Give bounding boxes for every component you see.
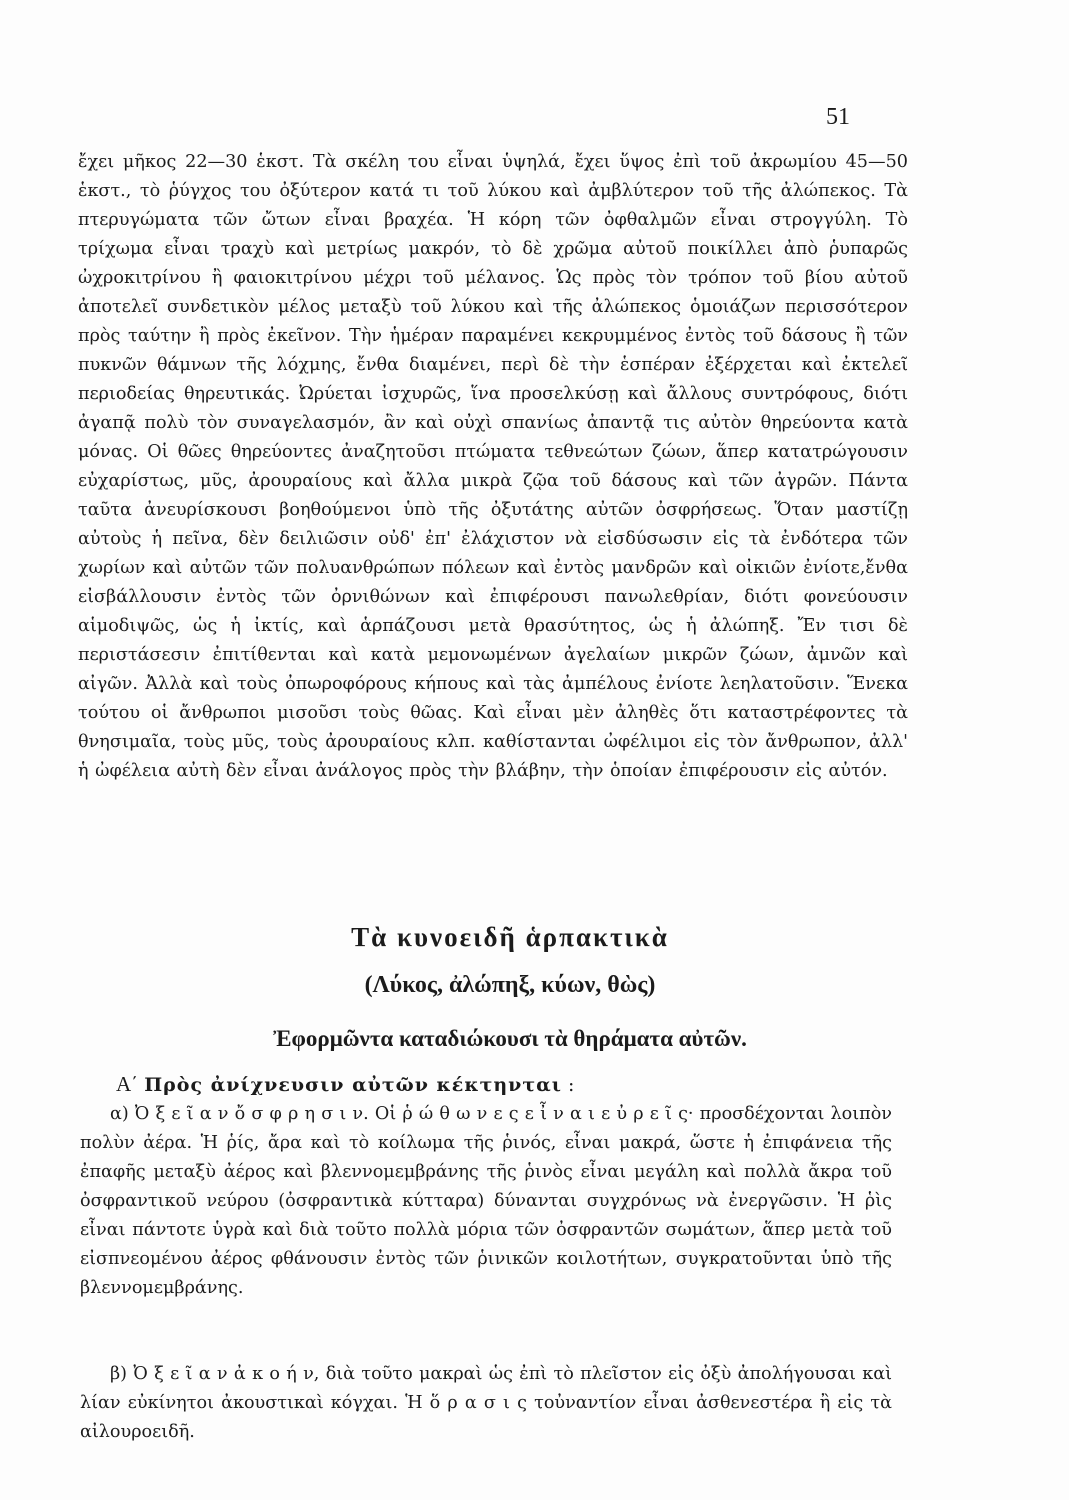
body-paragraph: ἔχει μῆκος 22—30 ἑκστ. Τὰ σκέλη του εἶναι ὑψηλά, ἔχει ὕψος ἐπὶ τοῦ ἀκρωμίου 45—50 ἑκστ., τὸ ῥύγχος του ὀξύτερον κατά τι τοῦ λύκου καὶ ἀμβλύτερον τοῦ τῆς ἀλώπεκος. Τὰ πτερυγώματα τῶν ὤτων εἶναι βραχέα. Ἡ κόρη τῶν ὀφθαλμῶν εἶναι στρογγύλη. Τὸ τρίχωμα εἶναι τραχὺ καὶ μετρίως μακρόν, τὸ δὲ χρῶμα αὐτοῦ ποικίλλει ἀπὸ ῥυπαρῶς ὠχροκιτρίνου ἢ φαιοκιτρίνου μέχρι τοῦ μέλανος. Ὡς πρὸς τὸν τρόπον τοῦ βίου αὐτοῦ ἀποτελεῖ συνδετικὸν μέλος μεταξὺ τοῦ λύκου καὶ τῆς ἀλώπεκος ὁμοιάζων περισσότερον πρὸς ταύτην ἢ πρὸς ἐκεῖνον. Τὴν ἡμέραν παραμένει κεκρυμμένος ἐντὸς τοῦ δάσους ἢ τῶν πυκνῶν θάμνων τῆς λόχμης, ἔνθα διαμένει, περὶ δὲ τὴν ἑσπέραν ἐξέρχεται καὶ ἐκτελεῖ περιοδείας θηρευτικάς. Ὠρύεται ἰσχυρῶς, ἵνα προσελκύσῃ καὶ ἄλλους συντρόφους, διότι ἀγαπᾷ πολὺ τὸν συναγελασμόν, ἂν καὶ οὐχὶ σπανίως ἀπαντᾷ τις αὐτὸν θηρεύοντα κατὰ μόνας. Οἱ θῶες θηρεύοντες ἀναζητοῦσι πτώματα τεθνεώτων ζώων, ἅπερ κατατρώγουσιν εὐχαρίστως, μῦς, ἀρουραίους καὶ ἄλλα μικρὰ ζῷα τοῦ δάσους καὶ τῶν ἀγρῶν. Πάντα ταῦτα ἀνευρίσκουσι βοηθούμενοι ὑπὸ τῆς ὀξυτάτης αὐτῶν ὀσφρήσεως. Ὅταν μαστίζῃ αὐτοὺς ἡ πεῖνα, δὲν δειλιῶσιν οὐδ' ἐπ' ἐλάχιστον νὰ εἰσδύσωσιν εἰς τὰ ἐνδότερα τῶν χωρίων καὶ αὐτῶν τῶν πολυανθρώπων πόλεων καὶ ἐντὸς μανδρῶν καὶ οἰκιῶν ἐνίοτε,ἔνθα εἰσβάλλουσιν ἐντὸς τῶν ὀρνιθώνων καὶ ἐπιφέρουσι πανωλεθρίαν, διότι φονεύουσιν αἱμοδιψῶς, ὡς ἡ ἰκτίς, καὶ ἁρπάζουσι μετὰ θρασύτητος, ὡς ἡ ἀλώπηξ. Ἔν τισι δὲ περιστάσεσιν ἐπιτίθενται καὶ κατὰ μεμονωμένων ἀγελαίων μικρῶν ζώων, ἀμνῶν καὶ αἰγῶν. Ἀλλὰ καὶ τοὺς ὀπωροφόρους κήπους καὶ τὰς ἀμπέλους ἐνίοτε λεηλατοῦσιν. Ἕνεκα τούτου οἱ ἄνθρωποι μισοῦσι τοὺς θῶας. Καὶ εἶναι μὲν ἀληθὲς ὅτι καταστρέφοντες τὰ θνησιμαῖα, τοὺς μῦς, τοὺς ἀρουραίους κλπ. καθίστανται ὠφέλιμοι εἰς τὸν ἄνθρωπον, ἀλλ' ἡ ὠφέλεια αὐτὴ δὲν εἶναι ἀνάλογος πρὸς τὴν βλάβην, τὴν ὁποίαν ἐπιφέρουσιν εἰς αὐτόν. — [78, 152, 908, 781]
subsection-label: Α΄ — [116, 1072, 139, 1096]
subsection-heading-colon: : — [561, 1074, 575, 1096]
paragraph-text: Οἱ ῥ ώ θ ω ν ε ς ε ἶ ν α ι ε ὐ ρ ε ῖ ς· προσδέχονται λοιπὸν πολὺν ἀέρα. Ἡ ῥίς, ἄρα καὶ τὸ κοίλωμα τῆς ῥινός, εἶναι μακρά, ὥστε ἡ ἐπιφάνεια τῆς ἐπαφῆς μεταξὺ ἀέρος καὶ βλεννομεμβράνης τῆς ῥινὸς εἶναι μεγάλη καὶ πολλὰ ἄκρα τοῦ ὀσφραντικοῦ νεύρου (ὀσφραντικὰ κύτταρα) δύνανται συγχρόνως νὰ ἐνεργῶσιν. Ἡ ῥὶς εἶναι πάντοτε ὑγρὰ καὶ διὰ τοῦτο πολλὰ μόρια τῶν ὀσφραντῶν σωμάτων, ἅπερ μετὰ τοῦ εἰσπνεομένου ἀέρος φθάνουσιν ἐντὸς τῶν ῥινικῶν κοιλοτήτων, συγκρατοῦνται ὑπὸ τῆς βλεννομεμβράνης. — [80, 1104, 893, 1298]
subsection-heading-text: Πρὸς ἀνίχνευσιν αὐτῶν κέκτηνται — [144, 1074, 562, 1096]
section-lead: Ἐφορμῶντα καταδιώκουσι τὰ θηράματα αὐτῶν. — [273, 1026, 747, 1051]
subsection-heading — [116, 1072, 574, 1097]
spaced-term: Ὀ ξ ε ῖ α ν ἀ κ ο ή ν, — [133, 1364, 320, 1384]
paragraph-alpha — [80, 1100, 892, 1303]
spaced-term: Ὀ ξ ε ῖ α ν ὄ σ φ ρ η σ ι ν. — [134, 1104, 369, 1124]
paragraph-beta — [80, 1360, 892, 1447]
paragraph-text: διὰ τοῦτο μακραὶ ὡς ἐπὶ τὸ πλεῖστον εἰς ὀξὺ ἀπολήγουσαι καὶ λίαν εὐκίνητοι ἀκουστικαὶ κόγχαι. Ἡ ὅ ρ α σ ι ς τοὐναντίον εἶναι ἀσθενεστέρα ἢ εἰς τὰ αἰλουροειδῆ. — [80, 1364, 892, 1442]
paragraph-marker: β) — [110, 1364, 128, 1384]
page-number: 51 — [826, 104, 850, 130]
section-subtitle: (Λύκος, ἀλώπηξ, κύων, θὼς) — [364, 972, 656, 998]
section-title: Τὰ κυνοειδῆ ἁρπακτικὰ — [351, 922, 669, 952]
paragraph-marker: α) — [110, 1104, 129, 1124]
